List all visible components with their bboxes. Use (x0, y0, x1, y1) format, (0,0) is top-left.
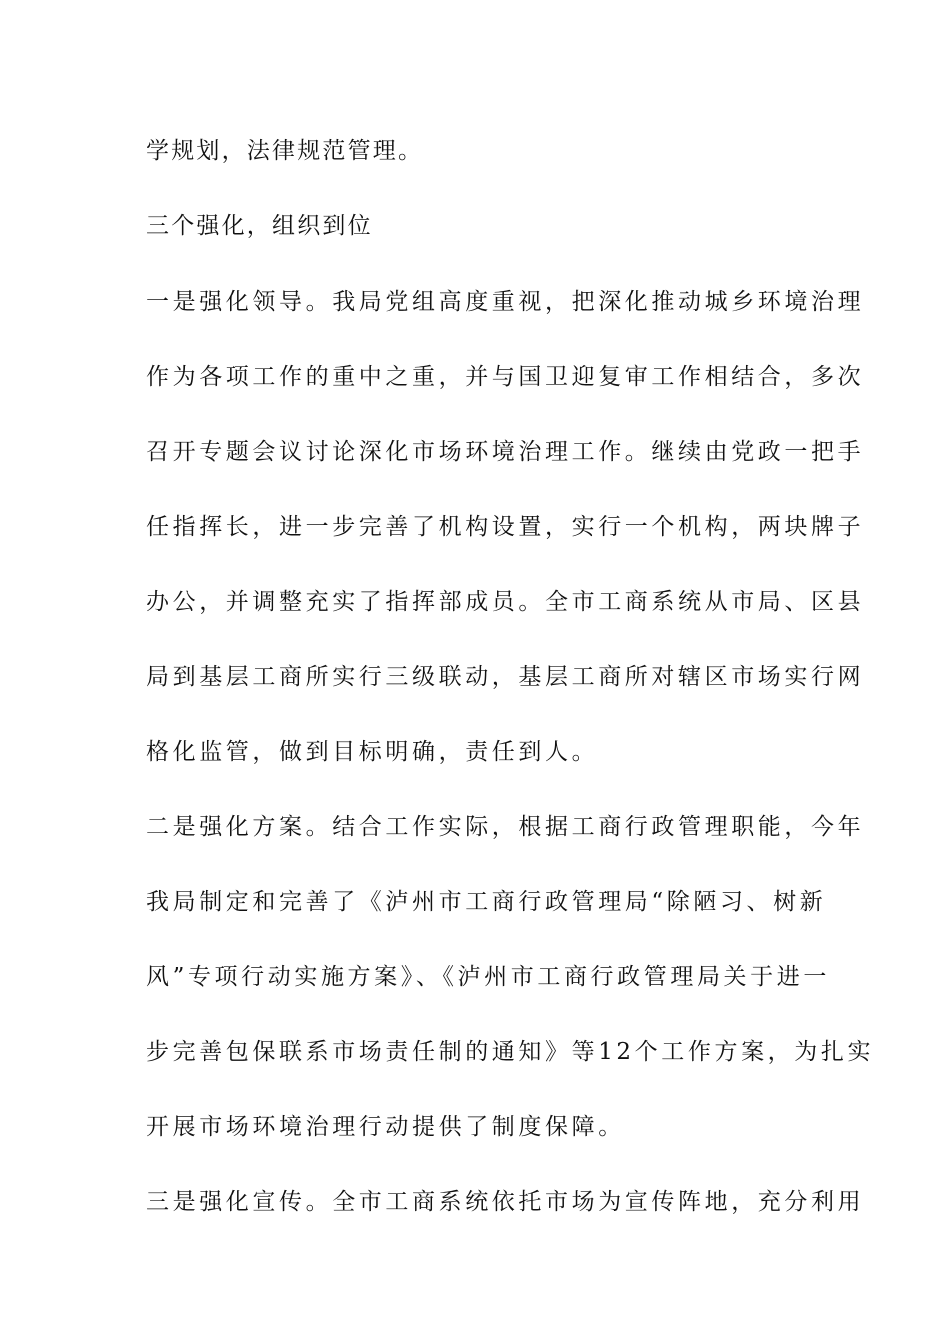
text-line-1: 学规划，法律规范管理。 (146, 138, 424, 164)
text-line-6: 任指挥长，进一步完善了机构设置，实行一个机构，两块牌子 (146, 514, 865, 540)
text-line-8: 局到基层工商所实行三级联动，基层工商所对辖区市场实行网 (146, 664, 865, 690)
text-line-5: 召开专题会议讨论深化市场环境治理工作。继续由党政一把手 (146, 439, 865, 465)
text-line-9: 格化监管，做到目标明确，责任到人。 (146, 739, 599, 765)
text-line-13: 步完善包保联系市场责任制的通知》等12个工作方案，为扎实 (146, 1039, 875, 1065)
text-line-12: 风”专项行动实施方案》、《泸州市工商行政管理局关于进一 (146, 964, 830, 990)
section-heading: 三个强化，组织到位 (146, 213, 373, 239)
text-line-11: 我局制定和完善了《泸州市工商行政管理局“除陋习、树新 (146, 889, 827, 915)
text-line-3: 一是强化领导。我局党组高度重视，把深化推动城乡环境治理 (146, 289, 865, 315)
text-line-4: 作为各项工作的重中之重，并与国卫迎复审工作相结合，多次 (146, 364, 865, 390)
text-line-15: 三是强化宣传。全市工商系统依托市场为宣传阵地，充分利用 (146, 1189, 865, 1215)
text-line-7: 办公，并调整充实了指挥部成员。全市工商系统从市局、区县 (146, 589, 865, 615)
text-line-14: 开展市场环境治理行动提供了制度保障。 (146, 1114, 625, 1140)
text-line-10: 二是强化方案。结合工作实际，根据工商行政管理职能，今年 (146, 814, 865, 840)
